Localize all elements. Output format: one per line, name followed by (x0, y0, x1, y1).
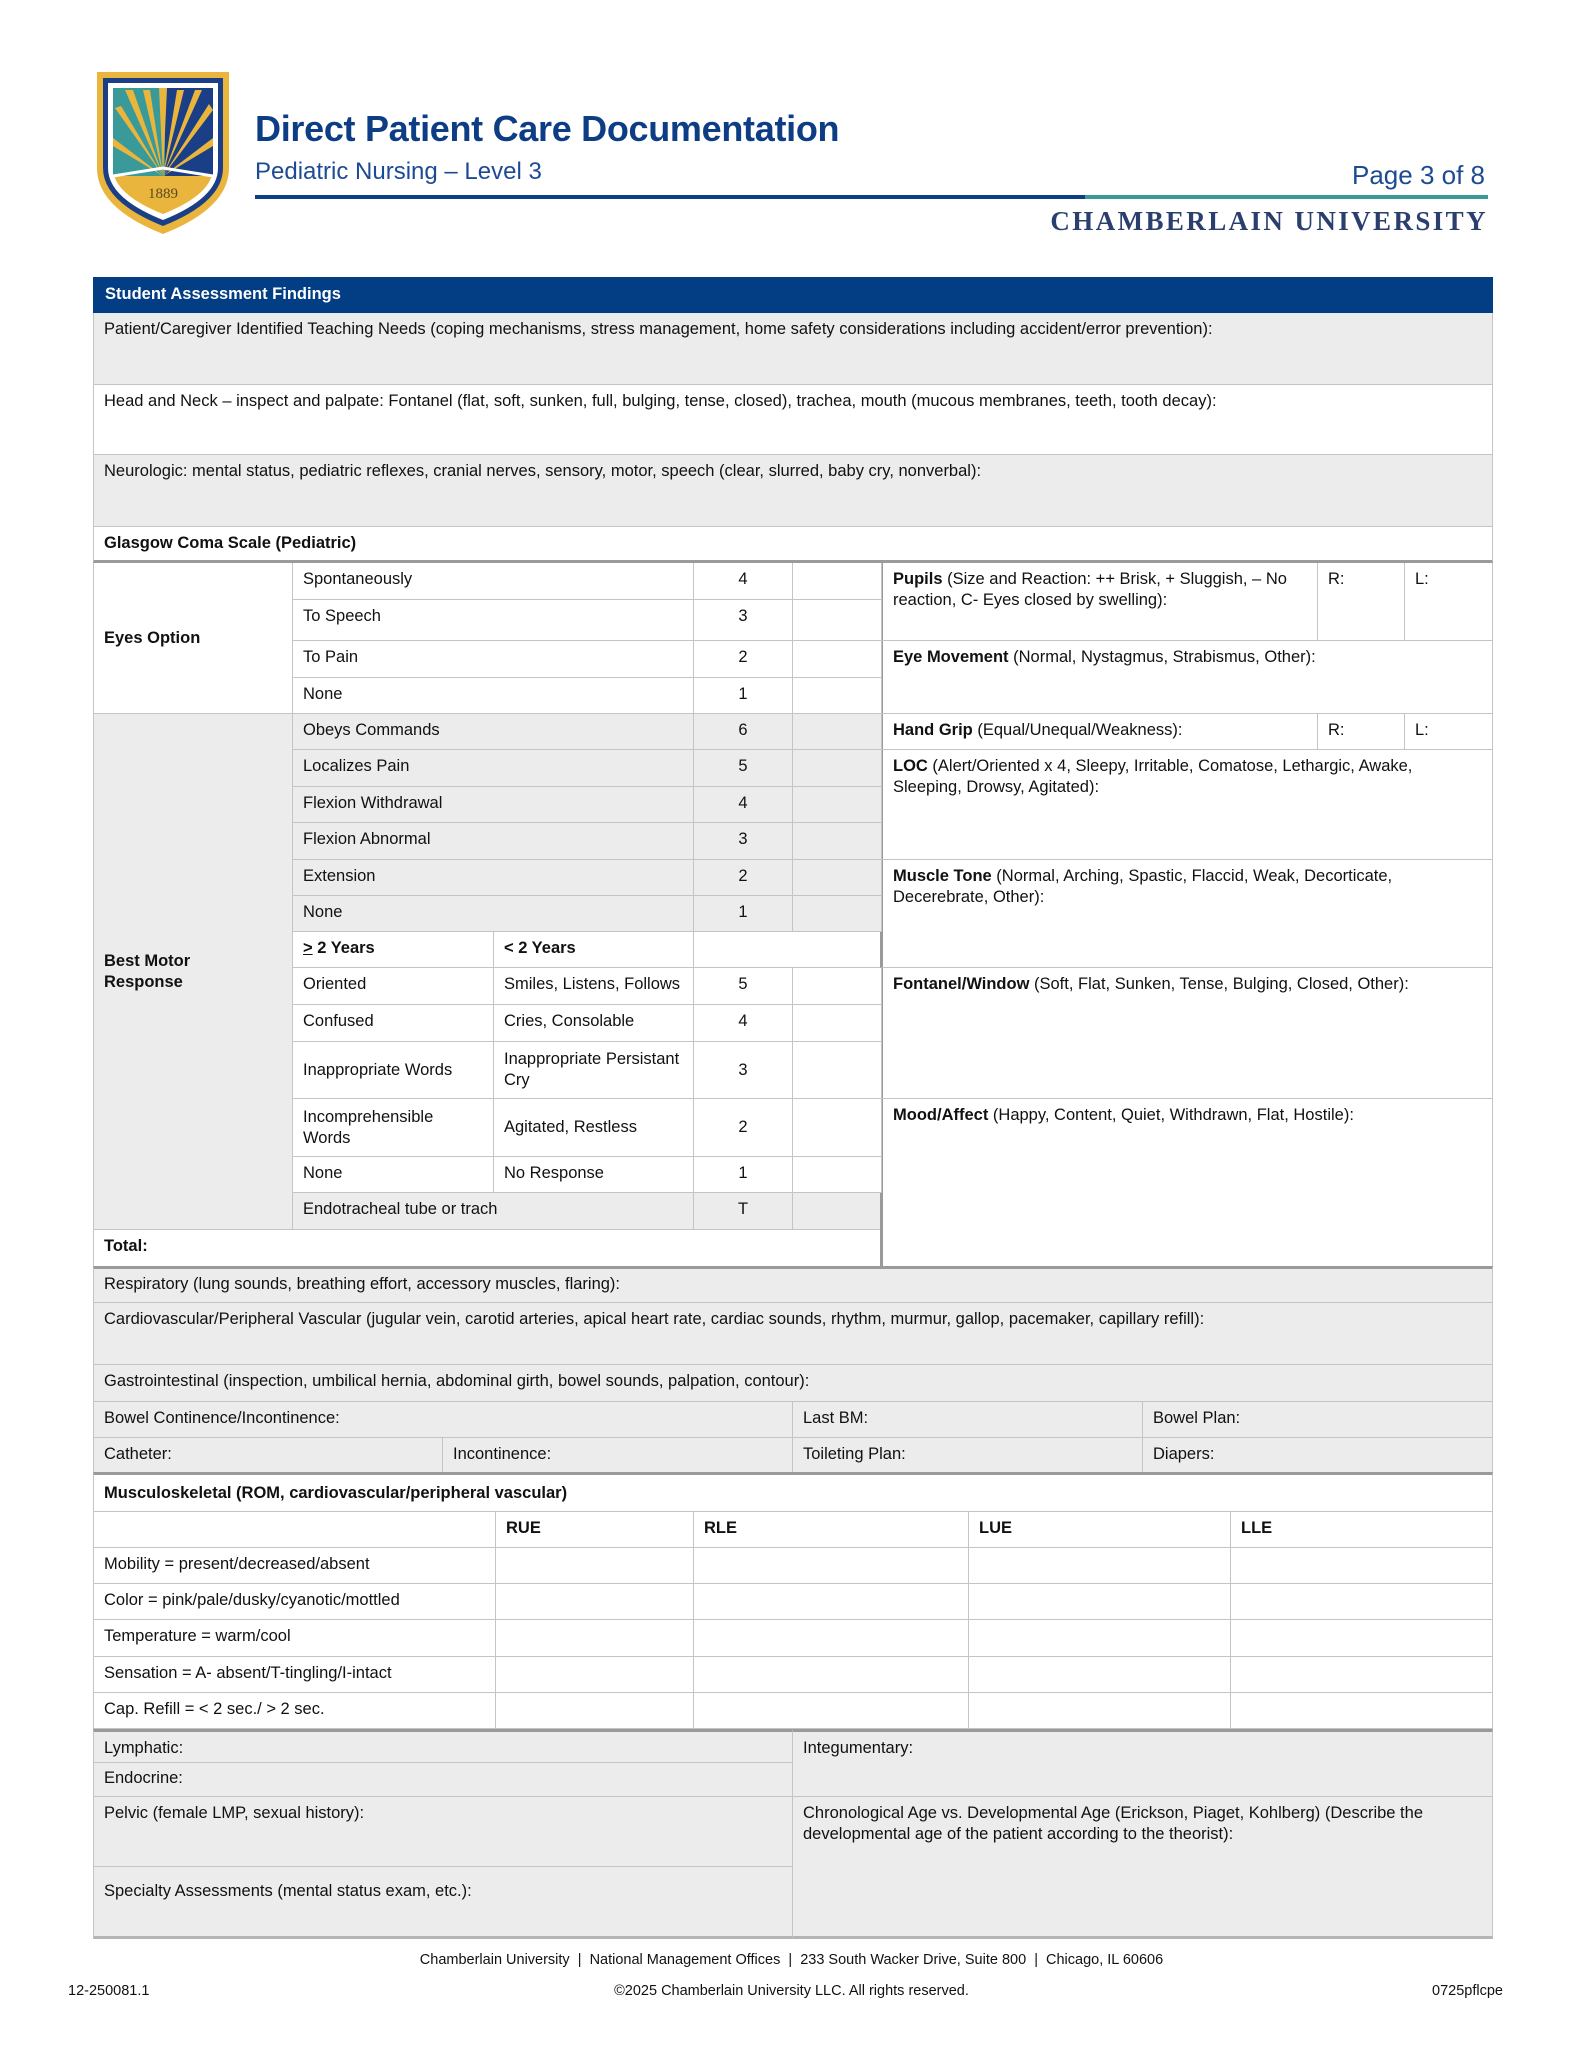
musculoskeletal-column-header (694, 1512, 969, 1548)
verbal-over-2-item-text: None (303, 1164, 343, 1182)
musculoskeletal-input[interactable] (496, 1620, 694, 1657)
chronological-age-label: Chronological Age vs. Developmental Age (Erickson, Piaget, Kohlberg) (Describe the developmental age of the patient according to the theorist): (803, 1804, 1423, 1843)
verbal-under-2-item (494, 1042, 694, 1099)
svg-text:1889: 1889 (148, 186, 178, 202)
loc-field[interactable] (880, 750, 1493, 860)
eyes-option-score-text: 1 (738, 685, 748, 703)
toileting-plan-label: Toileting Plan: (803, 1445, 906, 1463)
eyes-option-item-text: To Speech (303, 607, 381, 625)
pupils-left-field[interactable] (1405, 563, 1493, 641)
eyes-option-label (93, 563, 293, 714)
musculoskeletal-row-label-text: Mobility = present/decreased/absent (104, 1555, 370, 1573)
verbal-under-2-item-text: Cries, Consolable (504, 1012, 635, 1030)
bowel-continence-field[interactable] (93, 1402, 793, 1438)
verbal-score-text: 4 (738, 1012, 748, 1030)
eyes-option-text: Eyes Option (104, 628, 201, 647)
musculoskeletal-row-label (93, 1584, 496, 1620)
motor-response-item (293, 750, 694, 787)
motor-response-item-text: Flexion Withdrawal (303, 794, 443, 812)
musculoskeletal-input[interactable] (1231, 1620, 1493, 1657)
pelvic-field[interactable] (93, 1797, 793, 1867)
musculoskeletal-input[interactable] (496, 1657, 694, 1693)
musculoskeletal-input[interactable] (1231, 1657, 1493, 1693)
incontinence-field[interactable] (443, 1438, 793, 1474)
gcs-total-label: Total: (104, 1237, 148, 1255)
motor-response-score (694, 860, 793, 896)
neurologic-label: Neurologic: mental status, pediatric reflexes, cranial nerves, sensory, motor, speech (clear, slurred, baby cry, nonverbal): (104, 462, 982, 480)
specialty-assessments-field[interactable] (93, 1867, 793, 1939)
footer-doc-id: 12-250081.1 (68, 1983, 150, 1999)
eyes-option-score (694, 678, 793, 714)
muscle-tone-label: Muscle Tone (893, 867, 992, 885)
shield-icon (93, 68, 233, 236)
eyes-option-score-text: 2 (738, 648, 748, 666)
fontanel-label: Fontanel/Window (893, 975, 1030, 993)
university-shield-logo (93, 68, 233, 236)
musculoskeletal-input[interactable] (694, 1620, 969, 1657)
verbal-score-text: 5 (738, 975, 748, 993)
eyes-score-input[interactable] (793, 563, 882, 600)
musculoskeletal-input[interactable] (496, 1693, 694, 1729)
verbal-under-2-item-text: Inappropriate Persistant Cry (504, 1050, 680, 1089)
over-2-years-header (293, 932, 494, 968)
mood-affect-description: (Happy, Content, Quiet, Withdrawn, Flat, Hostile): (988, 1106, 1354, 1124)
motor-response-item (293, 860, 694, 896)
last-bm-field[interactable] (793, 1402, 1143, 1438)
eyes-option-score-text: 3 (738, 607, 748, 625)
motor-response-score-text: 6 (738, 721, 748, 739)
bowel-plan-field[interactable] (1143, 1402, 1493, 1438)
eyes-option-item (293, 641, 694, 678)
best-motor-response-text: Best Motor Response (104, 951, 191, 991)
musculoskeletal-column-header-text: LUE (979, 1519, 1012, 1537)
integumentary-label: Integumentary: (803, 1739, 914, 1757)
motor-response-score (694, 750, 793, 787)
eyes-option-score (694, 563, 793, 600)
verbal-over-2-item-text: Inappropriate Words (303, 1060, 453, 1079)
eyes-score-input[interactable] (793, 641, 882, 678)
verbal-score (694, 1042, 793, 1099)
musculoskeletal-input[interactable] (694, 1657, 969, 1693)
musculoskeletal-input[interactable] (969, 1657, 1231, 1693)
eye-movement-description: (Normal, Nystagmus, Strabismus, Other): (1008, 648, 1316, 666)
musculoskeletal-input[interactable] (1231, 1584, 1493, 1620)
gcs-total-field[interactable] (93, 1230, 882, 1267)
footer-code: 0725pflcpe (1432, 1983, 1503, 1999)
musculoskeletal-column-header-text: RLE (704, 1519, 737, 1537)
verbal-score-input[interactable] (793, 1005, 882, 1042)
pupils-l-label: L: (1415, 570, 1429, 588)
motor-response-item-text: Extension (303, 867, 376, 885)
musculoskeletal-input[interactable] (496, 1584, 694, 1620)
verbal-under-2-item-text: Agitated, Restless (504, 1118, 637, 1136)
verbal-over-2-item (293, 968, 494, 1005)
musculoskeletal-input[interactable] (694, 1548, 969, 1584)
musculoskeletal-input[interactable] (694, 1693, 969, 1729)
bowel-continence-label: Bowel Continence/Incontinence: (104, 1409, 340, 1427)
musculoskeletal-input[interactable] (969, 1693, 1231, 1729)
musculoskeletal-input[interactable] (694, 1584, 969, 1620)
muscle-tone-field[interactable] (880, 860, 1493, 968)
endotracheal-score (694, 1193, 793, 1230)
respiratory-label: Respiratory (lung sounds, breathing effort, accessory muscles, flaring): (104, 1275, 621, 1293)
page-number: Page 3 of 8 (1352, 160, 1485, 190)
integumentary-field[interactable] (793, 1729, 1493, 1797)
hand-grip-label: Hand Grip (893, 721, 973, 739)
verbal-over-2-item (293, 1099, 494, 1157)
musculoskeletal-column-header (969, 1512, 1231, 1548)
last-bm-label: Last BM: (803, 1409, 869, 1427)
musculoskeletal-title (93, 1472, 1493, 1512)
hand-grip-left-field[interactable] (1405, 714, 1493, 750)
musculoskeletal-row-label-text: Temperature = warm/cool (104, 1627, 291, 1645)
verbal-under-2-item-text: Smiles, Listens, Follows (504, 975, 681, 993)
eyes-option-item (293, 563, 694, 600)
gastrointestinal-field[interactable] (93, 1365, 1493, 1402)
incontinence-label: Incontinence: (453, 1445, 552, 1463)
pupils-right-field[interactable] (1318, 563, 1405, 641)
verbal-over-2-item (293, 1005, 494, 1042)
verbal-under-2-item (494, 1099, 694, 1157)
under-2-years-text: < 2 Years (504, 939, 576, 957)
verbal-score-input[interactable] (793, 1099, 882, 1157)
motor-response-item (293, 787, 694, 823)
eyes-score-input[interactable] (793, 600, 882, 641)
motor-response-item-text: Obeys Commands (303, 721, 440, 739)
header-rule-teal (1085, 195, 1488, 199)
catheter-label: Catheter: (104, 1445, 172, 1463)
fontanel-field[interactable] (880, 968, 1493, 1099)
endotracheal-text: Endotracheal tube or trach (303, 1200, 498, 1218)
muscle-tone-description: (Normal, Arching, Spastic, Flaccid, Weak, Decorticate, Decerebrate, Other): (893, 867, 1393, 906)
motor-response-item (293, 714, 694, 750)
verbal-over-2-item-text: Oriented (303, 975, 367, 993)
musculoskeletal-row-label (93, 1657, 496, 1693)
verbal-score-text: 3 (738, 1060, 748, 1079)
musculoskeletal-input[interactable] (969, 1548, 1231, 1584)
motor-score-input[interactable] (793, 787, 882, 823)
verbal-score (694, 968, 793, 1005)
musculoskeletal-input[interactable] (969, 1584, 1231, 1620)
verbal-score-input[interactable] (793, 1157, 882, 1193)
lymphatic-field[interactable] (93, 1729, 793, 1763)
motor-score-input[interactable] (793, 860, 882, 896)
musculoskeletal-row-label-text: Color = pink/pale/dusky/cyanotic/mottled (104, 1591, 400, 1609)
musculoskeletal-input[interactable] (496, 1548, 694, 1584)
header-rule-navy (255, 195, 1085, 199)
musculoskeletal-input[interactable] (969, 1620, 1231, 1657)
neurologic-field[interactable] (93, 455, 1493, 527)
university-wordmark: CHAMBERLAIN UNIVERSITY (1050, 206, 1488, 236)
pupils-field[interactable] (880, 563, 1318, 641)
musculoskeletal-title-text: Musculoskeletal (ROM, cardiovascular/peripheral vascular) (104, 1484, 568, 1502)
motor-response-item (293, 896, 694, 932)
motor-response-score-text: 3 (738, 830, 748, 848)
head-neck-field[interactable] (93, 385, 1493, 455)
endotracheal-score-text: T (737, 1200, 749, 1218)
verbal-score-input[interactable] (793, 968, 882, 1005)
pupils-r-label: R: (1328, 570, 1345, 588)
motor-response-item-text: Localizes Pain (303, 757, 410, 775)
section-header: Student Assessment Findings (93, 277, 1493, 313)
pupils-description: (Size and Reaction: ++ Brisk, + Sluggish, – No reaction, C- Eyes closed by swelling): (893, 570, 1287, 609)
document-subtitle: Pediatric Nursing – Level 3 (255, 158, 542, 185)
motor-response-score (694, 823, 793, 860)
musculoskeletal-row-label (93, 1620, 496, 1657)
endocrine-field[interactable] (93, 1763, 793, 1797)
catheter-field[interactable] (93, 1438, 443, 1474)
verbal-score-input[interactable] (793, 1042, 882, 1099)
mood-affect-field[interactable] (880, 1099, 1493, 1267)
hand-grip-l-label: L: (1415, 721, 1429, 739)
pupils-label: Pupils (893, 570, 943, 588)
eye-movement-field[interactable] (880, 641, 1493, 714)
musculoskeletal-column-header (1231, 1512, 1493, 1548)
verbal-score-text: 1 (738, 1164, 748, 1182)
head-neck-label: Head and Neck – inspect and palpate: Fontanel (flat, soft, sunken, full, bulging, tense, closed), trachea, mouth (mucous membranes, teeth, tooth decay): (104, 392, 1217, 410)
loc-label: LOC (893, 757, 928, 775)
gcs-title-text: Glasgow Coma Scale (Pediatric) (104, 534, 357, 552)
motor-response-score-text: 2 (738, 867, 748, 885)
motor-response-score (694, 896, 793, 932)
verbal-over-2-item (293, 1042, 494, 1099)
eye-movement-label: Eye Movement (893, 648, 1009, 666)
musculoskeletal-row-label (93, 1548, 496, 1584)
under-2-years-header (494, 932, 694, 968)
cardiovascular-label: Cardiovascular/Peripheral Vascular (jugular vein, carotid arteries, apical heart rate, cardiac sounds, rhythm, murmur, gallop, pacemaker, capillary refill): (104, 1310, 1205, 1328)
endotracheal-row-label (293, 1193, 694, 1230)
footer-address: Chamberlain University | National Management Offices | 233 South Wacker Drive, Suite 800 | Chicago, IL 60606 (419, 1952, 1164, 1968)
verbal-under-2-item (494, 1005, 694, 1042)
eyes-option-item-text: Spontaneously (303, 570, 413, 588)
musculoskeletal-corner (93, 1512, 496, 1548)
motor-response-score-text: 1 (738, 903, 748, 921)
gte-symbol: > (303, 939, 313, 957)
motor-response-item-text: None (303, 903, 343, 921)
verbal-under-2-item (494, 1157, 694, 1193)
musculoskeletal-column-header-text: LLE (1241, 1519, 1273, 1537)
hand-grip-description: (Equal/Unequal/Weakness): (972, 721, 1183, 739)
motor-score-input[interactable] (793, 750, 882, 787)
lymphatic-label: Lymphatic: (104, 1739, 184, 1757)
mood-affect-label: Mood/Affect (893, 1106, 989, 1124)
diapers-label: Diapers: (1153, 1445, 1215, 1463)
eyes-option-item-text: None (303, 685, 343, 703)
motor-score-input[interactable] (793, 896, 882, 932)
musculoskeletal-row-label (93, 1693, 496, 1729)
verbal-over-2-item (293, 1157, 494, 1193)
gcs-title (93, 527, 1493, 563)
cardiovascular-field[interactable] (93, 1303, 1493, 1365)
over-2-years-text: 2 Years (312, 939, 375, 957)
footer-copyright: ©2025 Chamberlain University LLC. All rights reserved. (614, 1983, 969, 1999)
specialty-assessments-label: Specialty Assessments (mental status exam, etc.): (104, 1882, 472, 1900)
endotracheal-score-input[interactable] (793, 1193, 882, 1230)
hand-grip-right-field[interactable] (1318, 714, 1405, 750)
motor-response-score-text: 5 (738, 757, 748, 775)
motor-response-score (694, 714, 793, 750)
eyes-option-score-text: 4 (738, 570, 748, 588)
verbal-under-2-item (494, 968, 694, 1005)
verbal-header-blank (694, 932, 882, 968)
musculoskeletal-row-label-text: Cap. Refill = < 2 sec./ > 2 sec. (104, 1700, 325, 1718)
best-motor-response-label (93, 714, 293, 1230)
motor-response-item (293, 823, 694, 860)
loc-description: (Alert/Oriented x 4, Sleepy, Irritable, Comatose, Lethargic, Awake, Sleeping, Drowsy, Agitated): (893, 757, 1413, 796)
musculoskeletal-row-label-text: Sensation = A- absent/T-tingling/I-intact (104, 1664, 392, 1682)
musculoskeletal-input[interactable] (1231, 1548, 1493, 1584)
verbal-over-2-item-text: Incomprehensible Words (303, 1107, 434, 1147)
motor-score-input[interactable] (793, 823, 882, 860)
eyes-option-item-text: To Pain (303, 648, 359, 666)
verbal-score (694, 1099, 793, 1157)
pelvic-label: Pelvic (female LMP, sexual history): (104, 1804, 365, 1822)
teaching-needs-label: Patient/Caregiver Identified Teaching Needs (coping mechanisms, stress management, home safety considerations including accident/error prevention): (104, 320, 1213, 338)
eyes-option-score (694, 600, 793, 641)
toileting-plan-field[interactable] (793, 1438, 1143, 1474)
hand-grip-r-label: R: (1328, 721, 1345, 739)
document-title: Direct Patient Care Documentation (255, 108, 840, 149)
motor-response-score-text: 4 (738, 794, 748, 812)
eyes-option-score (694, 641, 793, 678)
respiratory-field[interactable] (93, 1266, 1493, 1303)
eyes-option-item (293, 678, 694, 714)
motor-response-score (694, 787, 793, 823)
motor-score-input[interactable] (793, 714, 882, 750)
hand-grip-field[interactable] (880, 714, 1318, 750)
verbal-under-2-item-text: No Response (504, 1164, 604, 1182)
musculoskeletal-input[interactable] (1231, 1693, 1493, 1729)
diapers-field[interactable] (1143, 1438, 1493, 1474)
verbal-score (694, 1157, 793, 1193)
musculoskeletal-column-header (496, 1512, 694, 1548)
teaching-needs-field[interactable] (93, 313, 1493, 385)
gastrointestinal-label: Gastrointestinal (inspection, umbilical hernia, abdominal girth, bowel sounds, palpation, contour): (104, 1372, 810, 1390)
bowel-plan-label: Bowel Plan: (1153, 1409, 1241, 1427)
verbal-score (694, 1005, 793, 1042)
verbal-over-2-item-text: Confused (303, 1012, 374, 1030)
eyes-option-item (293, 600, 694, 641)
eyes-score-input[interactable] (793, 678, 882, 714)
verbal-score-text: 2 (738, 1118, 748, 1136)
chronological-age-field[interactable] (793, 1797, 1493, 1939)
fontanel-description: (Soft, Flat, Sunken, Tense, Bulging, Closed, Other): (1029, 975, 1409, 993)
musculoskeletal-column-header-text: RUE (506, 1519, 541, 1537)
endocrine-label: Endocrine: (104, 1769, 183, 1787)
motor-response-item-text: Flexion Abnormal (303, 830, 431, 848)
